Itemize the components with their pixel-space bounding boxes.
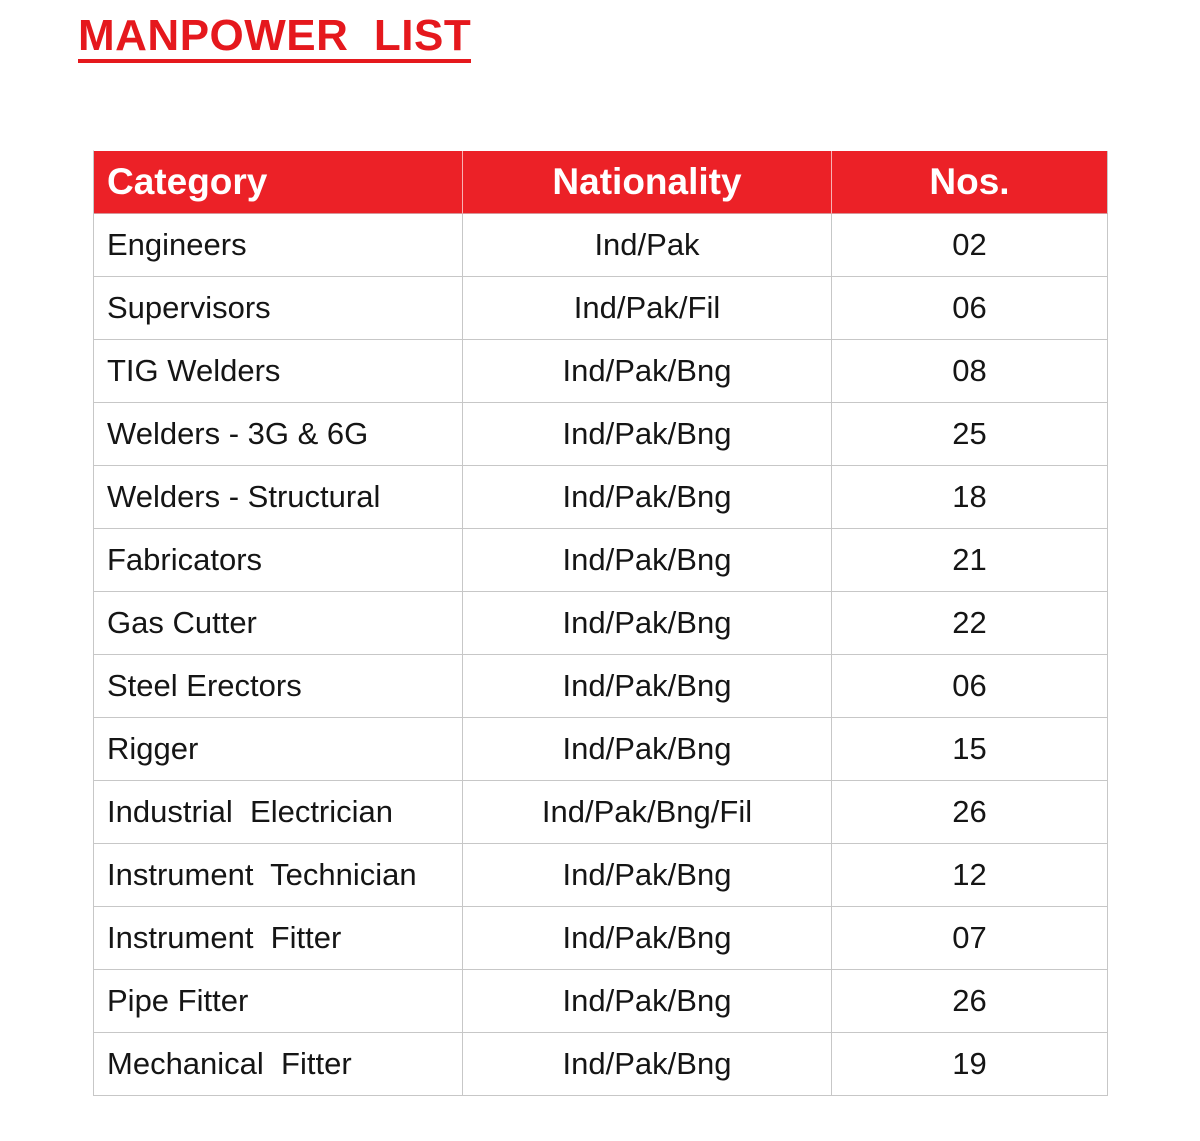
- cell-nos: 06: [832, 655, 1108, 718]
- table-row: [94, 907, 1108, 970]
- table-row: [94, 592, 1108, 655]
- table-row: [94, 781, 1108, 844]
- header-category: Category: [94, 151, 463, 214]
- table-row: [94, 655, 1108, 718]
- table-row: [94, 970, 1108, 1033]
- cell-nos: 26: [832, 781, 1108, 844]
- table-row: [94, 340, 1108, 403]
- cell-category: Gas Cutter: [94, 592, 463, 655]
- cell-nos: 22: [832, 592, 1108, 655]
- cell-nationality: Ind/Pak/Bng: [463, 718, 832, 781]
- cell-nationality: Ind/Pak/Bng/Fil: [463, 781, 832, 844]
- cell-category: Welders - 3G & 6G: [94, 403, 463, 466]
- table-row: [94, 403, 1108, 466]
- cell-nos: 21: [832, 529, 1108, 592]
- cell-category: Mechanical Fitter: [94, 1033, 463, 1096]
- table-row: [94, 718, 1108, 781]
- cell-category: TIG Welders: [94, 340, 463, 403]
- table-header-row: [94, 151, 1108, 214]
- header-nationality: Nationality: [463, 151, 832, 214]
- cell-nationality: Ind/Pak/Bng: [463, 592, 832, 655]
- table-row: [94, 529, 1108, 592]
- header-nos: Nos.: [832, 151, 1108, 214]
- cell-category: Engineers: [94, 214, 463, 277]
- table-row: [94, 466, 1108, 529]
- cell-nos: 25: [832, 403, 1108, 466]
- table-row: [94, 277, 1108, 340]
- cell-nationality: Ind/Pak/Bng: [463, 907, 832, 970]
- cell-nos: 19: [832, 1033, 1108, 1096]
- cell-category: Welders - Structural: [94, 466, 463, 529]
- table-row: [94, 214, 1108, 277]
- cell-nos: 08: [832, 340, 1108, 403]
- cell-nos: 18: [832, 466, 1108, 529]
- cell-nos: 06: [832, 277, 1108, 340]
- table-body: [94, 214, 1108, 1096]
- cell-category: Industrial Electrician: [94, 781, 463, 844]
- cell-nationality: Ind/Pak/Bng: [463, 529, 832, 592]
- cell-category: Steel Erectors: [94, 655, 463, 718]
- table-row: [94, 1033, 1108, 1096]
- cell-nos: 07: [832, 907, 1108, 970]
- cell-nos: 26: [832, 970, 1108, 1033]
- cell-category: Instrument Fitter: [94, 907, 463, 970]
- cell-nationality: Ind/Pak/Bng: [463, 466, 832, 529]
- cell-nos: 15: [832, 718, 1108, 781]
- table-row: [94, 844, 1108, 907]
- table-header: [94, 151, 1108, 214]
- cell-category: Supervisors: [94, 277, 463, 340]
- page-title: MANPOWER LIST: [78, 14, 471, 63]
- cell-nationality: Ind/Pak/Bng: [463, 1033, 832, 1096]
- cell-category: Fabricators: [94, 529, 463, 592]
- cell-nationality: Ind/Pak/Bng: [463, 970, 832, 1033]
- cell-nationality: Ind/Pak: [463, 214, 832, 277]
- cell-nationality: Ind/Pak/Bng: [463, 844, 832, 907]
- cell-nos: 12: [832, 844, 1108, 907]
- cell-category: Rigger: [94, 718, 463, 781]
- cell-nationality: Ind/Pak/Fil: [463, 277, 832, 340]
- cell-nos: 02: [832, 214, 1108, 277]
- cell-category: Instrument Technician: [94, 844, 463, 907]
- manpower-table: [93, 150, 1108, 1096]
- cell-nationality: Ind/Pak/Bng: [463, 340, 832, 403]
- cell-nationality: Ind/Pak/Bng: [463, 403, 832, 466]
- cell-category: Pipe Fitter: [94, 970, 463, 1033]
- cell-nationality: Ind/Pak/Bng: [463, 655, 832, 718]
